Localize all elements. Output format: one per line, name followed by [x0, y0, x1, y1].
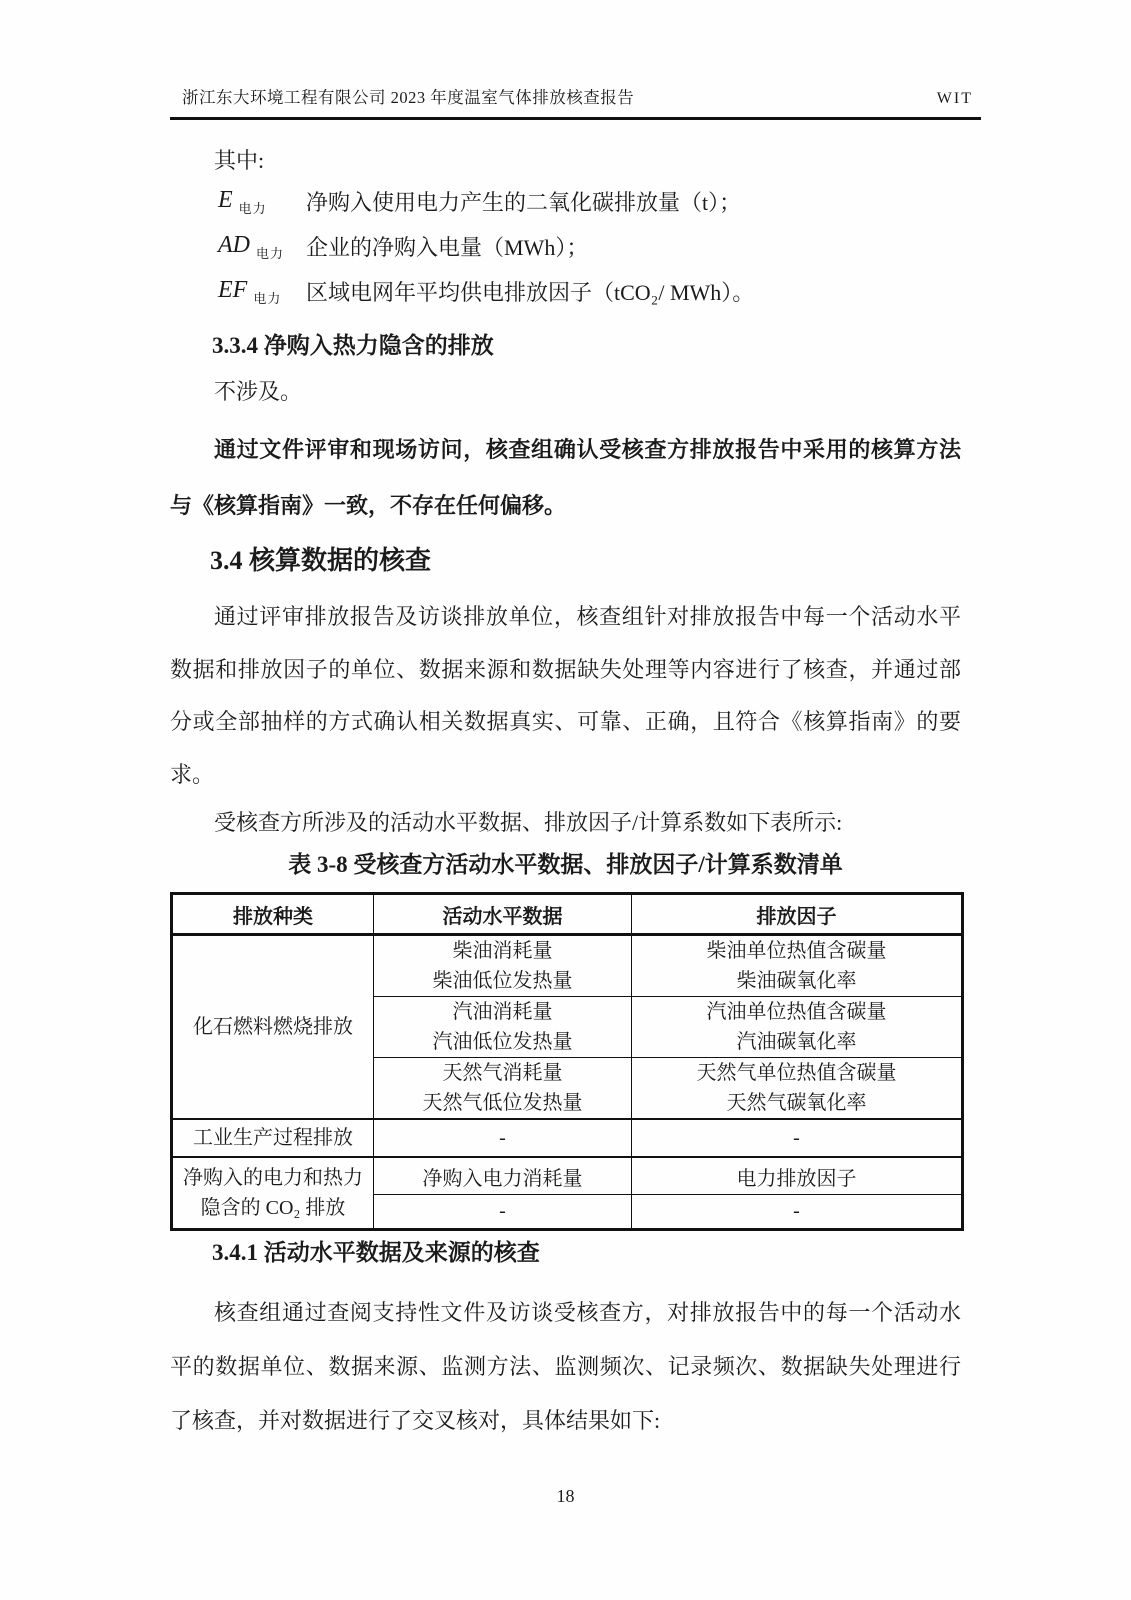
- factor-cell: 天然气单位热值含碳量 天然气碳氧化率: [632, 1058, 963, 1120]
- symbol-ad-electricity: AD $_{电力}$: [218, 231, 285, 261]
- heading-3-3-4: 3.3.4 净购入热力隐含的排放: [212, 333, 494, 358]
- table-header-row: [172, 894, 963, 935]
- factor-cell: 电力排放因子: [632, 1157, 963, 1195]
- definition-description: 区域电网年平均供电排放因子（tCO₂/ MWh）。: [306, 280, 755, 305]
- factor-cell: -: [632, 1119, 963, 1157]
- header-mark: WIT: [936, 90, 973, 107]
- definition-description: 净购入使用电力产生的二氧化碳排放量（t）；: [306, 190, 742, 215]
- activity-data-table: [170, 892, 964, 1231]
- page-header: [170, 84, 981, 120]
- definition-row: [170, 179, 961, 224]
- verification-paragraph: 通过评审排放报告及访谈排放单位，核查组针对排放报告中每一个活动水平数据和排放因子的单位、数据来源和数据缺失处理等内容进行了核查，并通过部分或全部抽样的方式确认相关数据真实、可靠、正确，且符合《核算指南》的要求。: [170, 604, 961, 787]
- definition-list: [170, 179, 961, 314]
- factor-cell: -: [632, 1195, 963, 1230]
- not-involved-paragraph: 不涉及。: [214, 379, 303, 404]
- activity-cell: 天然气消耗量 天然气低位发热量: [374, 1058, 632, 1120]
- heading-3-4-1: 3.4.1 活动水平数据及来源的核查: [212, 1240, 540, 1265]
- column-header: 排放因子: [632, 894, 963, 935]
- symbol-ef-electricity: EF $_{电力}$: [218, 276, 282, 306]
- table-row: [172, 1119, 963, 1157]
- definition-row: [170, 224, 961, 269]
- category-cell: 工业生产过程排放: [172, 1119, 374, 1157]
- activity-cell: 净购入电力消耗量: [374, 1157, 632, 1195]
- activity-cell: 柴油消耗量 柴油低位发热量: [374, 935, 632, 997]
- activity-check-paragraph: 核查组通过查阅支持性文件及访谈受核查方，对排放报告中的每一个活动水平的数据单位、数据来源、监测方法、监测频次、记录频次、数据缺失处理进行了核查，并对数据进行了交叉核对，具体结果如下:: [170, 1300, 961, 1433]
- table-caption: 表 3-8 受核查方活动水平数据、排放因子/计算系数清单: [288, 852, 843, 877]
- table-row: [172, 1157, 963, 1195]
- heading-3-4: 3.4 核算数据的核查: [210, 546, 432, 575]
- column-header: 排放种类: [172, 894, 374, 935]
- page-number: 18: [556, 1486, 575, 1506]
- table-intro-paragraph: 受核查方所涉及的活动水平数据、排放因子/计算系数如下表所示:: [214, 810, 843, 835]
- definition-row: [170, 269, 961, 314]
- category-cell: 净购入的电力和热力 隐含的 CO₂ 排放: [172, 1157, 374, 1230]
- conclusion-bold-paragraph: 通过文件评审和现场访问，核查组确认受核查方排放报告中采用的核算方法与《核算指南》一致，不存在任何偏移。: [170, 437, 961, 518]
- lead-paragraph: 其中:: [214, 148, 265, 173]
- activity-cell: -: [374, 1195, 632, 1230]
- symbol-e-electricity: E $_{电力}$: [218, 186, 267, 216]
- factor-cell: 柴油单位热值含碳量 柴油碳氧化率: [632, 935, 963, 997]
- activity-cell: -: [374, 1119, 632, 1157]
- table-row: [172, 935, 963, 997]
- definition-description: 企业的净购入电量（MWh）；: [306, 235, 589, 260]
- factor-cell: 汽油单位热值含碳量 汽油碳氧化率: [632, 997, 963, 1058]
- header-title: 浙江东大环境工程有限公司 2023 年度温室气体排放核查报告: [182, 88, 635, 107]
- column-header: 活动水平数据: [374, 894, 632, 935]
- activity-cell: 汽油消耗量 汽油低位发热量: [374, 997, 632, 1058]
- category-cell: 化石燃料燃烧排放: [172, 935, 374, 1120]
